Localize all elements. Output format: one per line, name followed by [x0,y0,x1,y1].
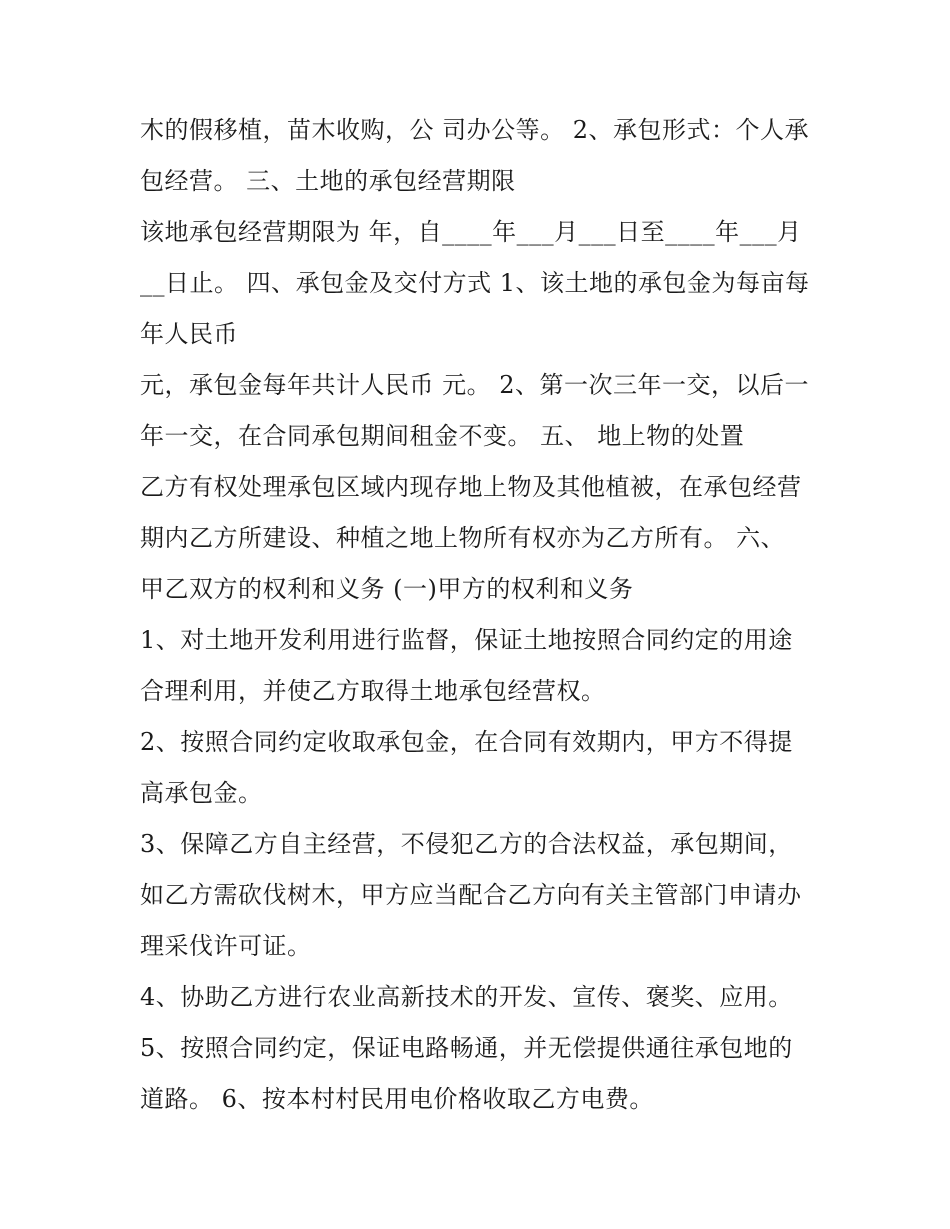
text-line: 合理利用，并使乙方取得土地承包经营权。 [140,677,606,705]
text-line: 1、对土地开发利用进行监督，保证土地按照合同约定的用途 [140,626,793,654]
text-line: 年一交，在合同承包期间租金不变。 五、 地上物的处置 [140,422,745,450]
text-line: 高承包金。 [140,779,263,807]
text-line: 甲乙双方的权利和义务 (一)甲方的权利和义务 [140,575,634,603]
text-line: 年人民币 [140,320,238,348]
text-line: 5、按照合同约定，保证电路畅通，并无偿提供通往承包地的 [140,1034,793,1062]
text-line: 道路。 6、按本村村民用电价格收取乙方电费。 [140,1085,654,1113]
text-line: 乙方有权处理承包区域内现存地上物及其他植被，在承包经营 [140,473,802,501]
text-line: __日止。 四、承包金及交付方式 1、该土地的承包金为每亩每 [140,269,810,297]
text-line: 3、保障乙方自主经营，不侵犯乙方的合法权益，承包期间， [140,830,793,858]
text-line: 元，承包金每年共计人民币 元。 2、第一次三年一交，以后一 [140,371,810,399]
text-line: 如乙方需砍伐树木，甲方应当配合乙方向有关主管部门申请办 [140,881,802,909]
text-line: 2、按照合同约定收取承包金，在合同有效期内，甲方不得提 [140,728,793,756]
document-body [140,105,820,1125]
text-line: 4、协助乙方进行农业高新技术的开发、宣传、褒奖、应用。 [140,983,793,1011]
text-line: 理采伐许可证。 [140,932,312,960]
text-line: 期内乙方所建设、种植之地上物所有权亦为乙方所有。 六、 [140,524,786,552]
text-line: 包经营。 三、土地的承包经营期限 [140,167,516,195]
text-line: 该地承包经营期限为 年，自____年___月___日至____年___月 [140,218,802,246]
text-line: 木的假移植，苗木收购，公 司办公等。 2、承包形式：个人承 [140,116,810,144]
